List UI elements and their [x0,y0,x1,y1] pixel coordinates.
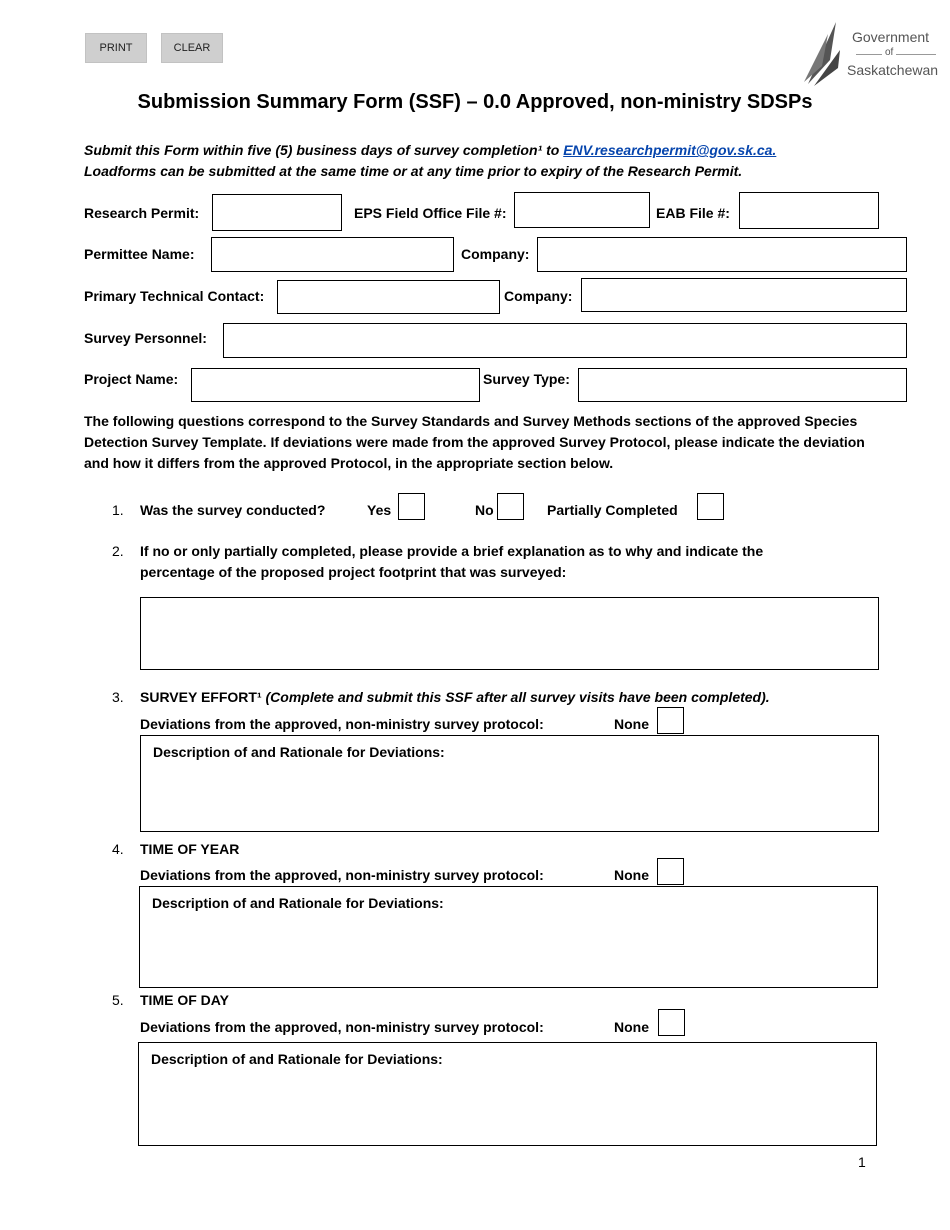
project-name-label: Project Name: [84,371,179,387]
q1-yes-checkbox[interactable] [398,493,425,520]
research-permit-input[interactable] [212,194,342,231]
q1-text: Was the survey conducted? [140,502,326,518]
q4-box-label: Description of and Rationale for Deviations: [152,895,444,911]
page-title: Submission Summary Form (SSF) – 0.0 Approved, non-ministry SDSPs [137,91,813,113]
page-number: 1 [858,1154,866,1170]
q1-partial-label: Partially Completed [547,502,678,518]
permittee-name-label: Permittee Name: [84,246,195,262]
eps-field-office-input[interactable] [514,192,650,228]
q3-deviations-label: Deviations from the approved, non-ministry survey protocol: [140,716,544,732]
primary-contact-label: Primary Technical Contact: [84,288,265,304]
q5-number: 5. [112,992,124,1008]
company-label-2: Company: [504,288,573,304]
q1-number: 1. [112,502,124,518]
q5-rationale-box[interactable] [138,1042,877,1146]
instructions-paragraph: The following questions correspond to the Survey Standards and Survey Methods sections of the approved Species Detection Survey Template. If deviations were made from the approved Survey Protocol, please indicate the deviation and how it differs from the approved Protocol, in the appropriate section below. [84,413,865,471]
q5-deviations-label: Deviations from the approved, non-ministry survey protocol: [140,1019,544,1035]
q1-no-checkbox[interactable] [497,493,524,520]
q2-number: 2. [112,543,124,559]
intro-line-2: Loadforms can be submitted at the same time or at any time prior to expiry of the Research Permit. [84,163,743,179]
permittee-name-input[interactable] [211,237,454,272]
q3-box-label: Description of and Rationale for Deviations: [153,744,445,760]
q1-yes-label: Yes [367,502,392,518]
government-logo [800,20,950,90]
q2-text-line-2: percentage of the proposed project footprint that was surveyed: [140,564,567,580]
q5-none-checkbox[interactable] [658,1009,685,1036]
logo-line-of: of [882,47,896,58]
q3-rationale-box[interactable] [140,735,879,832]
intro-prefix: Submit this Form within five (5) business days of survey completion¹ to [84,142,564,158]
company-input-1[interactable] [537,237,907,272]
q4-none-checkbox[interactable] [657,858,684,885]
wheat-logo-icon [800,20,846,86]
q3-none-checkbox[interactable] [657,707,684,734]
survey-type-label: Survey Type: [483,371,570,387]
q1-partial-checkbox[interactable] [697,493,724,520]
q5-heading: TIME OF DAY [140,992,229,1008]
clear-button[interactable]: CLEAR [161,33,223,63]
email-link[interactable]: ENV.researchpermit@gov.sk.ca. [563,142,777,158]
q4-deviations-label: Deviations from the approved, non-ministry survey protocol: [140,867,544,883]
research-permit-label: Research Permit: [84,205,200,221]
eps-field-office-label: EPS Field Office File #: [354,205,507,221]
logo-line-saskatchewan: Saskatchewan [847,62,939,78]
company-label-1: Company: [461,246,530,262]
q3-heading-note: (Complete and submit this SSF after all survey visits have been completed). [261,689,770,705]
print-button[interactable]: PRINT [85,33,147,63]
q5-none-label: None [614,1019,649,1035]
q2-explanation-textarea[interactable] [140,597,879,670]
intro-line-1 [84,142,776,158]
q4-none-label: None [614,867,649,883]
eab-file-input[interactable] [739,192,879,229]
q2-text-line-1: If no or only partially completed, please provide a brief explanation as to why and indicate the [140,543,764,559]
q4-rationale-box[interactable] [139,886,878,988]
q3-none-label: None [614,716,649,732]
survey-type-input[interactable] [578,368,907,402]
eab-file-label: EAB File #: [656,205,730,221]
primary-contact-input[interactable] [277,280,500,314]
q1-no-label: No [475,502,494,518]
company-input-2[interactable] [581,278,907,312]
q3-heading-text: SURVEY EFFORT¹ [140,689,262,705]
project-name-input[interactable] [191,368,480,402]
survey-personnel-input[interactable] [223,323,907,358]
q4-heading: TIME OF YEAR [140,841,240,857]
q3-heading [140,689,770,705]
survey-personnel-label: Survey Personnel: [84,330,207,346]
logo-line-government: Government [852,29,930,45]
q3-number: 3. [112,689,124,705]
q5-box-label: Description of and Rationale for Deviations: [151,1051,443,1067]
q4-number: 4. [112,841,124,857]
